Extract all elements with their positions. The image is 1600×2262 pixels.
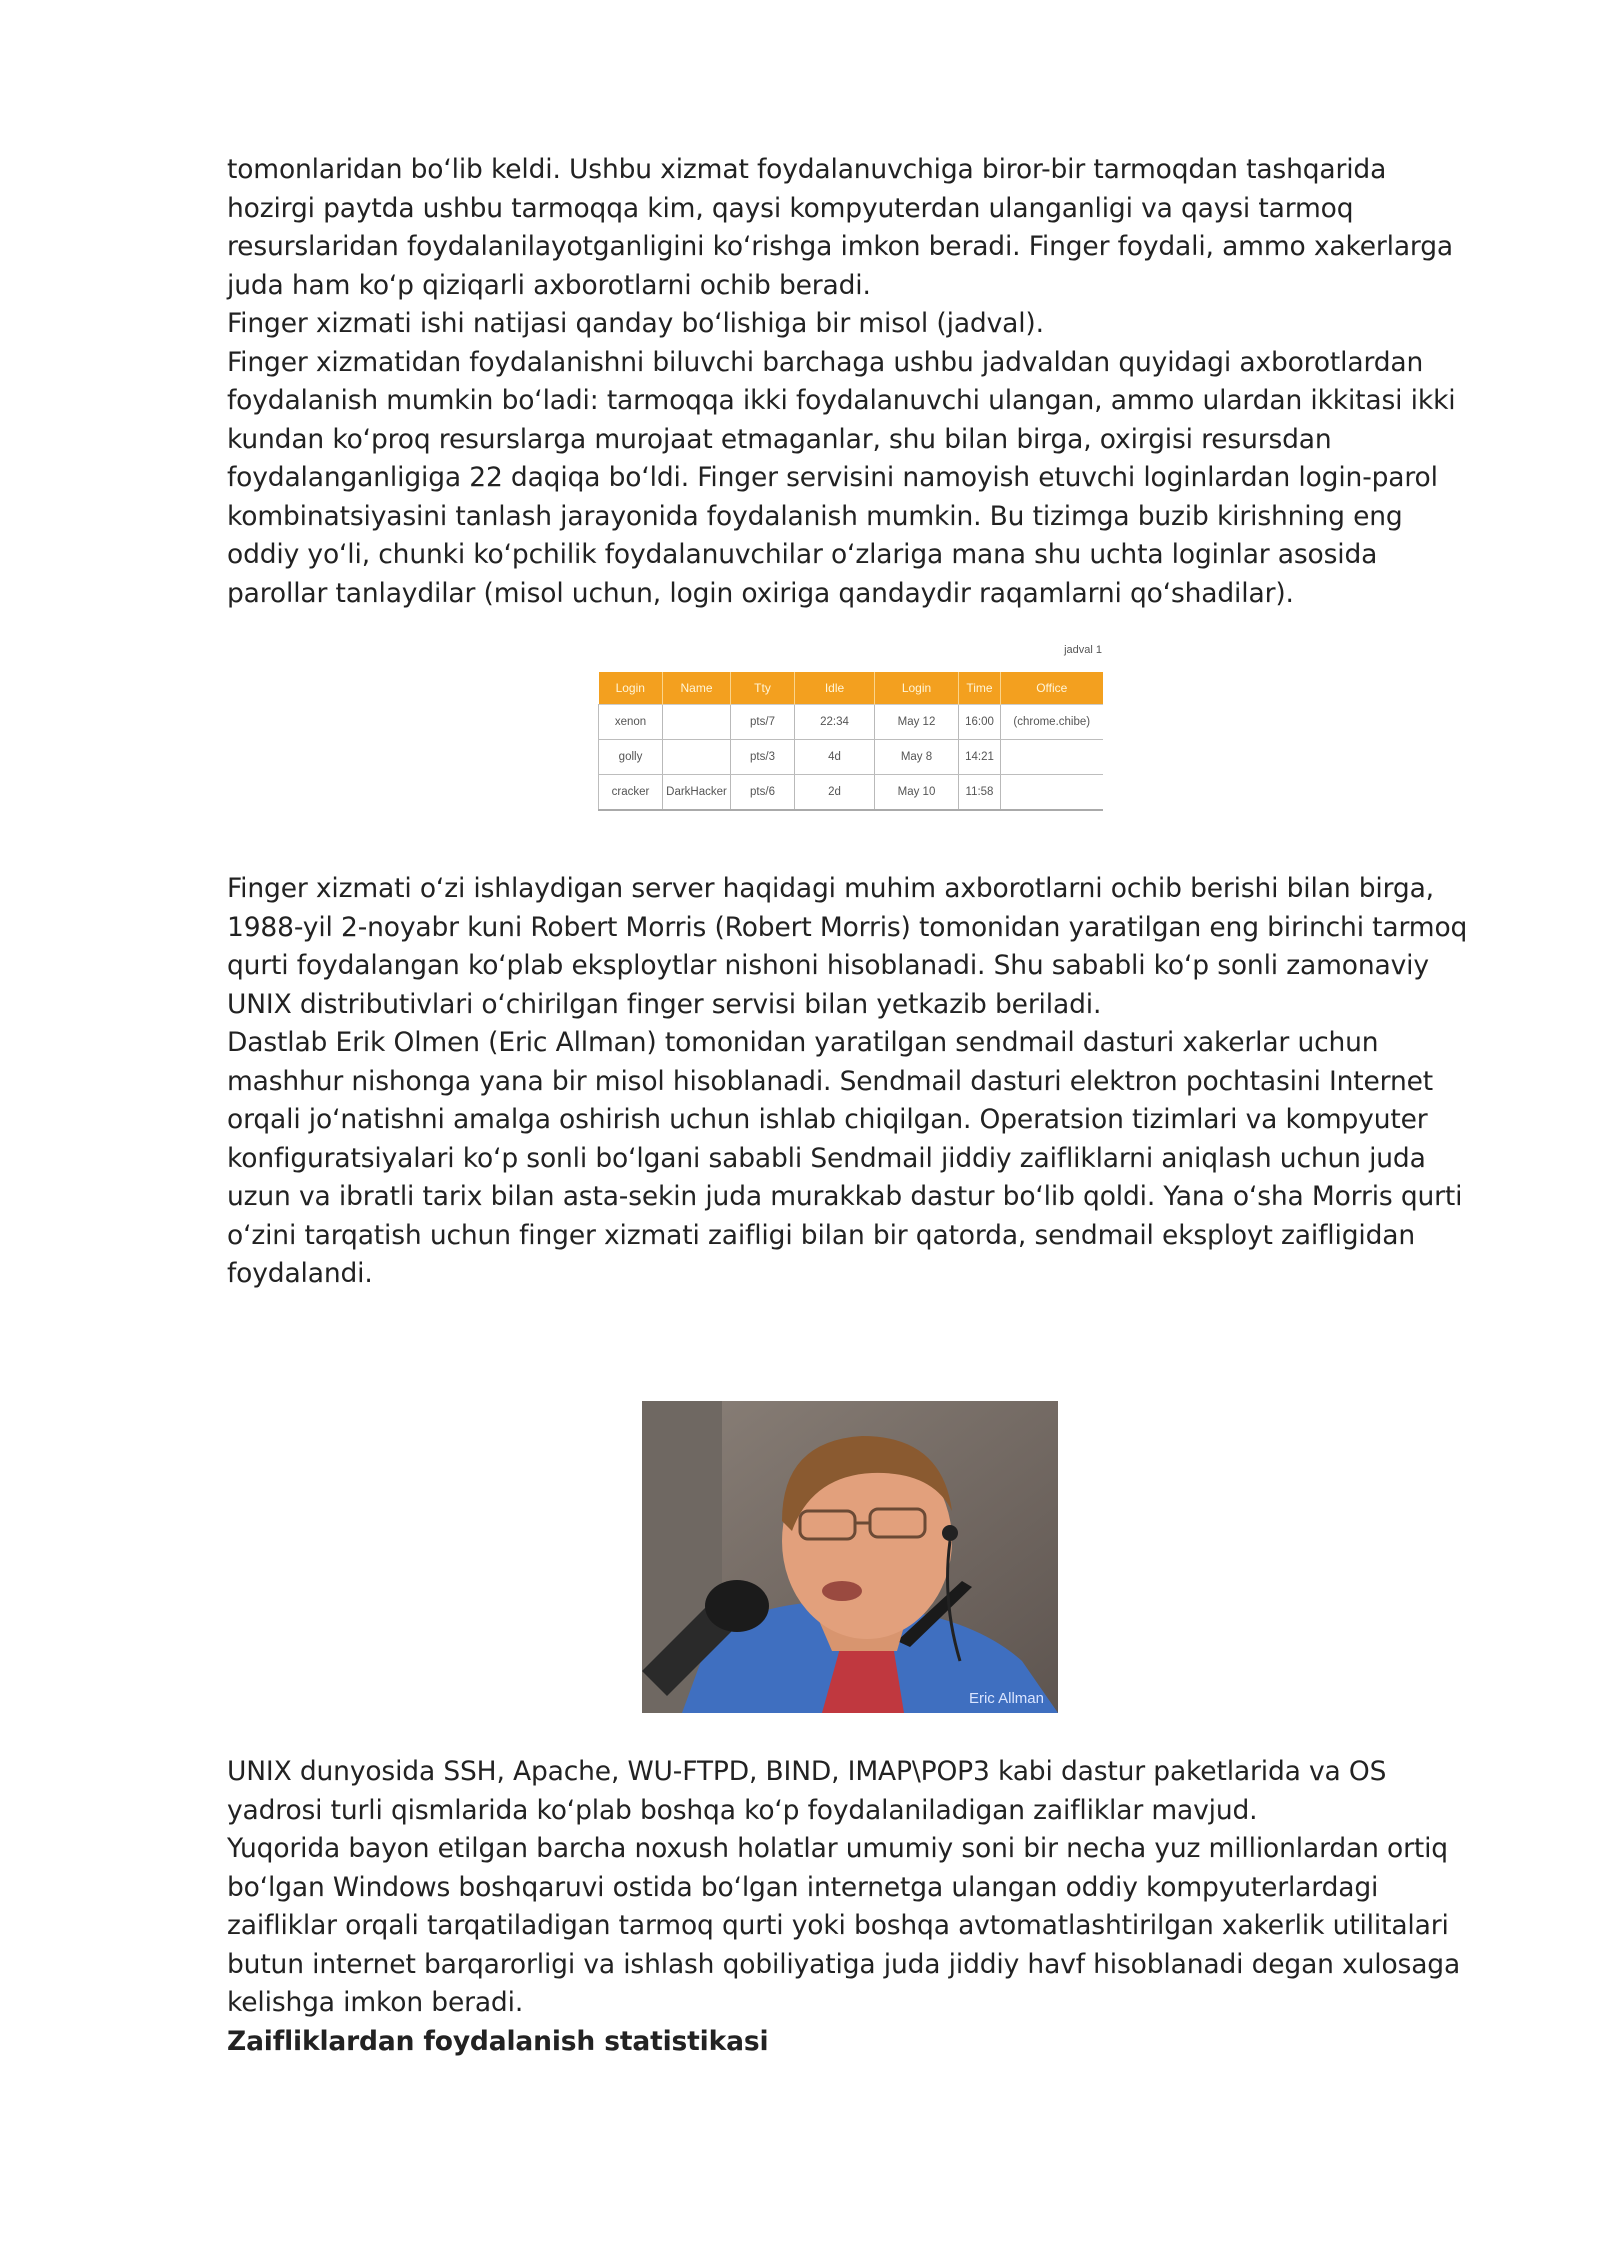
text-block-bottom (227, 1753, 1477, 2061)
paragraph: Finger xizmatidan foydalanishni biluvchi barchaga ushbu jadvaldan quyidagi axborotlardan foydalanish mumkin bo‘ladi: tarmoqqa ikki foydalanuvchi ulangan, ammo ulardan ikkitasi ikki kundan ko‘proq resurslarga murojaat etmaganlar, shu bilan birga, oxirgisi resursdan foydalanganligiga 22 daqiqa bo‘ldi. Finger servisini namoyish etuvchi loginlardan login-parol kombinatsiyasini tanlash jarayonida foydalanish mumkin. Bu tizimga buzib kirishning eng oddiy yo‘li, chunki ko‘pchilik foydalanuvchilar o‘zlariga mana shu uchta loginlar asosida parollar tanlaydilar (misol uchun, login oxiriga qandaydir raqamlarni qo‘shadilar). (227, 346, 1456, 609)
paragraph: Dastlab Erik Olmen (Eric Allman) tomonidan yaratilgan sendmail dasturi xakerlar uchun mashhur nishonga yana bir misol hisoblanadi. Sendmail dasturi elektron pochtasini Internet orqali jo‘natishni amalga oshirish uchun ishlab chiqilgan. Operatsion tizimlari va kompyuter konfiguratsiyalari ko‘p sonli bo‘lgani sababli Sendmail jiddiy zaifliklarni aniqlash uchun juda uzun va ibratli tarix bilan asta-sekin juda murakkab dastur bo‘lib qoldi. Yana o‘sha Morris qurti o‘zini tarqatish uchun finger xizmati zaifligi bilan bir qatorda, sendmail eksployt zaifligidan foydalandi. (227, 1027, 1463, 1289)
table-cell: DarkHacker (663, 775, 731, 811)
table-row (599, 775, 1103, 811)
header-cell: Name (663, 672, 731, 705)
table-cell: 16:00 (959, 705, 1001, 740)
table-cell: golly (599, 740, 663, 775)
table-header-row (599, 672, 1103, 705)
header-cell: Time (959, 672, 1001, 705)
paragraph: Finger xizmati o‘zi ishlaydigan server haqidagi muhim axborotlarni ochib berishi bilan birga, 1988-yil 2-noyabr kuni Robert Morris (Robert Morris) tomonidan yaratilgan eng birinchi tarmoq qurti foydalangan ko‘plab eksploytlar nishoni hisoblanadi. Shu sababli ko‘p sonli zamonaviy UNIX distributivlari o‘chirilgan finger servisi bilan yetkazib beriladi. (227, 873, 1468, 1020)
text-block-middle (227, 870, 1477, 1294)
table-cell: pts/7 (731, 705, 795, 740)
table-cell (1001, 775, 1103, 811)
table-row (599, 705, 1103, 740)
table-cell: 14:21 (959, 740, 1001, 775)
header-cell: Login (875, 672, 959, 705)
table-cell: 4d (795, 740, 875, 775)
table-cell (663, 705, 731, 740)
header-cell: Tty (731, 672, 795, 705)
table-caption: jadval 1 (1064, 644, 1102, 656)
photo-label: Eric Allman (968, 1690, 1044, 1707)
table-row (599, 740, 1103, 775)
table-cell: May 12 (875, 705, 959, 740)
table-cell (663, 740, 731, 775)
portrait-illustration (642, 1401, 1058, 1713)
table-cell: 2d (795, 775, 875, 811)
paragraph: Finger xizmati ishi natijasi qanday bo‘lishiga bir misol (jadval). (227, 308, 1044, 339)
section-heading: Zaifliklardan foydalanish statistikasi (227, 2025, 769, 2057)
table-cell: pts/3 (731, 740, 795, 775)
header-cell: Office (1001, 672, 1103, 705)
table-cell: 22:34 (795, 705, 875, 740)
paragraph: tomonlaridan bo‘lib keldi. Ushbu xizmat foydalanuvchiga biror-bir tarmoqdan tashqarida hozirgi paytda ushbu tarmoqqa kim, qaysi kompyuterdan ulanganligi va qaysi tarmoq resurslaridan foydalanilayotganligini ko‘rishga imkon beradi. Finger foydali, ammo xakerlarga juda ham ko‘p qiziqarli axborotlarni ochib beradi. (227, 154, 1453, 301)
table-cell: 11:58 (959, 775, 1001, 811)
table-cell: May 10 (875, 775, 959, 811)
header-cell: Idle (795, 672, 875, 705)
header-cell: Login (599, 672, 663, 705)
finger-output-table (598, 672, 1103, 811)
text-block-top (227, 151, 1477, 613)
paragraph: UNIX dunyosida SSH, Apache, WU-FTPD, BIND, IMAP\POP3 kabi dastur paketlarida va OS yadrosi turli qismlarida ko‘plab boshqa ko‘p foydalaniladigan zaifliklar mavjud. (227, 1756, 1387, 1826)
paragraph: Yuqorida bayon etilgan barcha noxush holatlar umumiy soni bir necha yuz millionlardan ortiq bo‘lgan Windows boshqaruvi ostida bo‘lgan internetga ulangan oddiy kompyuterlardagi zaifliklar orqali tarqatiladigan tarmoq qurti yoki boshqa avtomatlashtirilgan xakerlik utilitalari butun internet barqarorligi va ishlash qobiliyatiga juda jiddiy havf hisoblanadi degan xulosaga kelishga imkon beradi. (227, 1833, 1461, 2018)
table-cell: xenon (599, 705, 663, 740)
eric-allman-photo (642, 1401, 1058, 1713)
table-cell: cracker (599, 775, 663, 811)
table-cell: May 8 (875, 740, 959, 775)
table-cell: pts/6 (731, 775, 795, 811)
table-cell (1001, 740, 1103, 775)
table-cell: (chrome.chibe) (1001, 705, 1103, 740)
